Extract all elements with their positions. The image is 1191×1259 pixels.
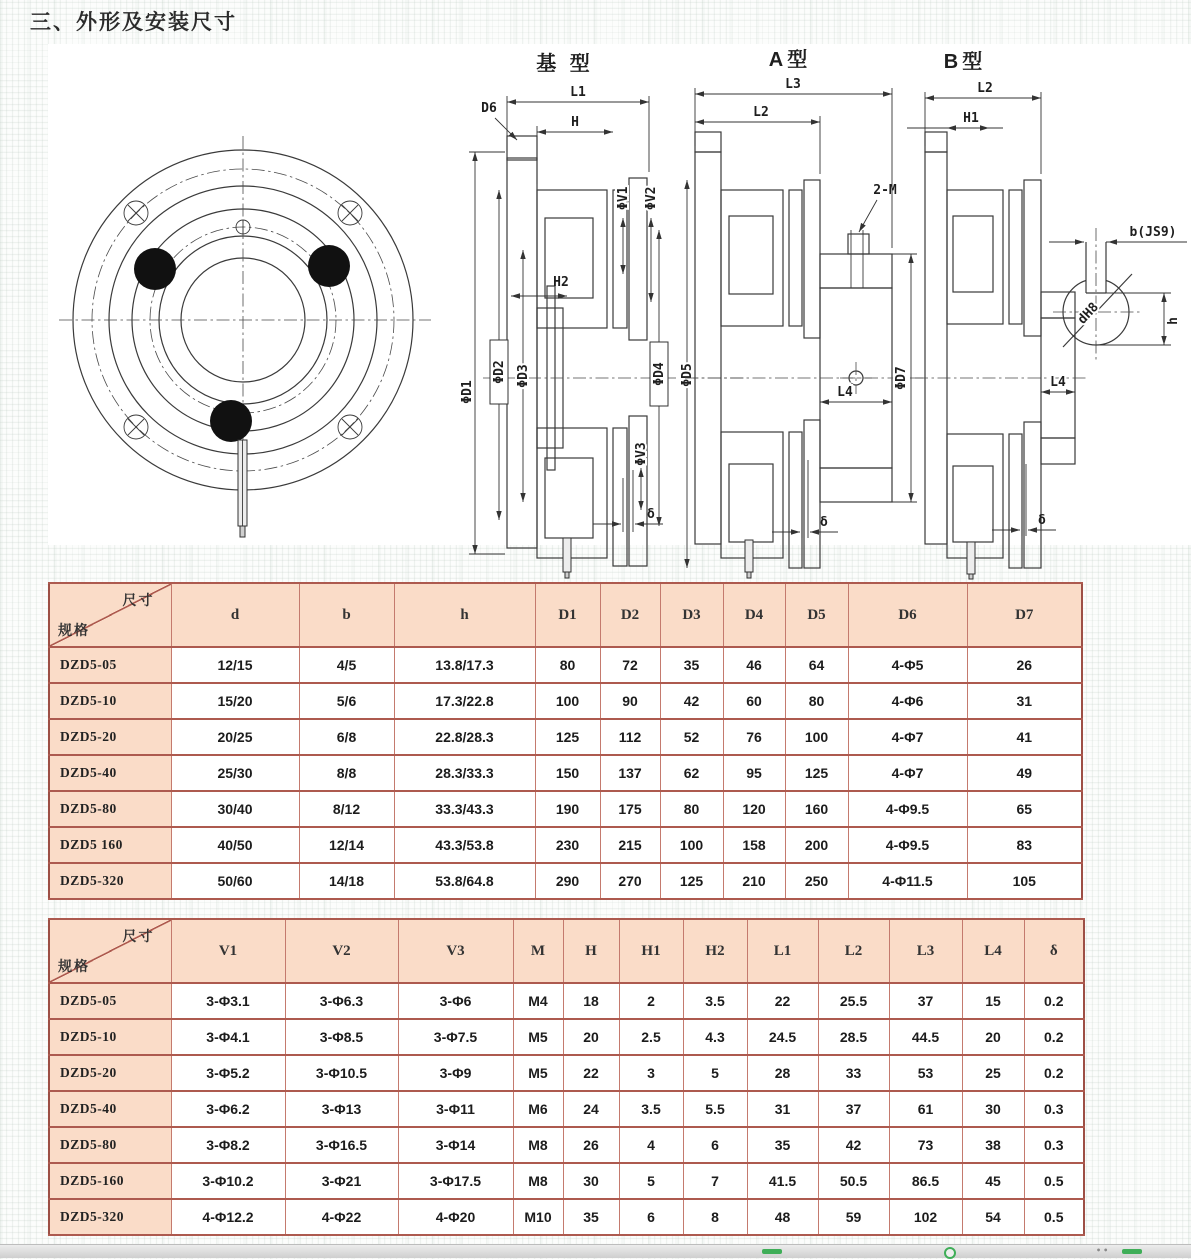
column-header: δ [1024, 919, 1084, 983]
dimension-value: 3-Φ6 [398, 983, 513, 1019]
dimension-value: 3-Φ11 [398, 1091, 513, 1127]
dimension-value: 25 [962, 1055, 1024, 1091]
dimension-value: 37 [889, 983, 962, 1019]
dimension-value: 3-Φ16.5 [285, 1127, 398, 1163]
dimension-value: 60 [723, 683, 785, 719]
row-model-label: DZD5-80 [49, 1127, 171, 1163]
dimension-value: 215 [600, 827, 660, 863]
dim-label-l4a: L4 [837, 385, 853, 400]
dimensions-table-2 [48, 918, 1085, 1236]
dimension-value: 40/50 [171, 827, 299, 863]
dimension-value: 12/14 [299, 827, 394, 863]
table-row [49, 863, 1082, 899]
gray-dots-icon: •• [1096, 1246, 1111, 1255]
dimension-value: M8 [513, 1163, 563, 1199]
dimension-value: 72 [600, 647, 660, 683]
dimension-value: 4-Φ7 [848, 755, 967, 791]
dimension-value: 270 [600, 863, 660, 899]
dimension-value: 105 [967, 863, 1082, 899]
dimension-value: 125 [660, 863, 723, 899]
dimension-value: 17.3/22.8 [394, 683, 535, 719]
dimension-value: 6 [619, 1199, 683, 1235]
dimension-value: 80 [785, 683, 848, 719]
row-model-label: DZD5-160 [49, 1163, 171, 1199]
dimension-value: 38 [962, 1127, 1024, 1163]
dim-label-l2b: L2 [977, 81, 993, 96]
dimension-value: 22 [747, 983, 818, 1019]
dimension-value: 0.3 [1024, 1091, 1084, 1127]
lead-wire [563, 538, 571, 578]
dim-label-d4: ΦD4 [652, 362, 667, 386]
dimension-value: 43.3/53.8 [394, 827, 535, 863]
dimension-value: 54 [962, 1199, 1024, 1235]
dimension-value: 8 [683, 1199, 747, 1235]
dimension-value: 95 [723, 755, 785, 791]
dimension-value: 37 [818, 1091, 889, 1127]
row-model-label: DZD5-20 [49, 719, 171, 755]
column-header: H1 [619, 919, 683, 983]
dim-label-v2: ΦV2 [644, 186, 659, 210]
dimension-value: 12/15 [171, 647, 299, 683]
dimension-value: 137 [600, 755, 660, 791]
row-model-label: DZD5 160 [49, 827, 171, 863]
table-header-row [49, 919, 1084, 983]
bottom-toolbar-strip [0, 1244, 1191, 1258]
dimension-value: 3.5 [683, 983, 747, 1019]
row-model-label: DZD5-10 [49, 1019, 171, 1055]
dim-label-hshaft: h [1166, 317, 1181, 325]
column-header: L2 [818, 919, 889, 983]
dim-label-dshaft: dH8 [1074, 299, 1102, 328]
variant-title-b: B型 [943, 51, 987, 73]
dimension-value: 4-Φ22 [285, 1199, 398, 1235]
dimension-value: 100 [785, 719, 848, 755]
dimension-value: 62 [660, 755, 723, 791]
dimension-value: 30/40 [171, 791, 299, 827]
dimension-value: 3-Φ17.5 [398, 1163, 513, 1199]
table-row [49, 1163, 1084, 1199]
dimension-value: 26 [563, 1127, 619, 1163]
dim-label-d1: ΦD1 [460, 380, 475, 404]
column-header: H2 [683, 919, 747, 983]
column-header: D7 [967, 583, 1082, 647]
dimension-value: 8/12 [299, 791, 394, 827]
dimension-value: 4-Φ9.5 [848, 827, 967, 863]
dimension-value: 3 [619, 1055, 683, 1091]
dimension-value: 102 [889, 1199, 962, 1235]
dimension-value: 3-Φ9 [398, 1055, 513, 1091]
column-header: V2 [285, 919, 398, 983]
dimension-value: M5 [513, 1055, 563, 1091]
variant-title-base: 基 型 [536, 53, 594, 75]
dimension-value: 26 [967, 647, 1082, 683]
table-row [49, 1199, 1084, 1235]
dim-label-d6: D6 [481, 101, 497, 116]
dimension-value: 4-Φ7 [848, 719, 967, 755]
dimension-value: 4-Φ11.5 [848, 863, 967, 899]
lead-wire [967, 542, 975, 579]
dimensions-table-1 [48, 582, 1083, 900]
dimension-value: 3-Φ10.2 [171, 1163, 285, 1199]
table-row [49, 719, 1082, 755]
column-header: L1 [747, 919, 818, 983]
dim-label-delta-base: δ [647, 507, 655, 522]
dim-label-d7: ΦD7 [894, 366, 909, 390]
dim-label-l3: L3 [785, 77, 801, 92]
dimension-value: M8 [513, 1127, 563, 1163]
row-model-label: DZD5-320 [49, 1199, 171, 1235]
dimension-value: 52 [660, 719, 723, 755]
dimension-value: 4-Φ5 [848, 647, 967, 683]
dimension-value: 0.2 [1024, 1019, 1084, 1055]
shaft-detail-view [1049, 225, 1187, 360]
column-header: V3 [398, 919, 513, 983]
dim-label-v3: ΦV3 [634, 442, 649, 466]
dimension-value: 6 [683, 1127, 747, 1163]
column-header: D2 [600, 583, 660, 647]
column-header: d [171, 583, 299, 647]
dimension-value: 5.5 [683, 1091, 747, 1127]
dimension-value: 20/25 [171, 719, 299, 755]
table-row [49, 1127, 1084, 1163]
dimension-value: 90 [600, 683, 660, 719]
dimension-value: 3-Φ4.1 [171, 1019, 285, 1055]
dimension-value: 41 [967, 719, 1082, 755]
dimension-value: 64 [785, 647, 848, 683]
dim-label-v1: ΦV1 [616, 186, 631, 210]
dimension-value: 5/6 [299, 683, 394, 719]
column-header: L3 [889, 919, 962, 983]
row-model-label: DZD5-20 [49, 1055, 171, 1091]
corner-cell [49, 583, 171, 647]
dimension-value: M10 [513, 1199, 563, 1235]
dimension-value: 14/18 [299, 863, 394, 899]
column-header: D4 [723, 583, 785, 647]
dim-label-d2: ΦD2 [492, 360, 507, 384]
dimension-value: 0.2 [1024, 1055, 1084, 1091]
dimension-value: 0.3 [1024, 1127, 1084, 1163]
dimension-value: 175 [600, 791, 660, 827]
dimension-value: 7 [683, 1163, 747, 1199]
pad-dot [210, 400, 252, 442]
lead-wire [238, 440, 247, 537]
dimension-value: 4 [619, 1127, 683, 1163]
dimension-value: 76 [723, 719, 785, 755]
row-model-label: DZD5-10 [49, 683, 171, 719]
pad-dot [134, 248, 176, 290]
dimension-value: 35 [747, 1127, 818, 1163]
dimension-value: 2 [619, 983, 683, 1019]
dimension-value: 3-Φ7.5 [398, 1019, 513, 1055]
table-row [49, 683, 1082, 719]
dimension-value: 120 [723, 791, 785, 827]
a-type-view [685, 47, 925, 578]
dimension-value: 250 [785, 863, 848, 899]
table-row [49, 1091, 1084, 1127]
table-row [49, 1055, 1084, 1091]
dimension-value: 41.5 [747, 1163, 818, 1199]
column-header: b [299, 583, 394, 647]
dimension-value: 44.5 [889, 1019, 962, 1055]
column-header: D1 [535, 583, 600, 647]
dimension-value: 210 [723, 863, 785, 899]
dimension-value: 0.2 [1024, 983, 1084, 1019]
row-model-label: DZD5-40 [49, 1091, 171, 1127]
dimension-value: 28.3/33.3 [394, 755, 535, 791]
dimension-value: 20 [563, 1019, 619, 1055]
column-header: D3 [660, 583, 723, 647]
table-row [49, 983, 1084, 1019]
dimension-value: 4-Φ20 [398, 1199, 513, 1235]
dimension-value: 3-Φ13 [285, 1091, 398, 1127]
dimension-value: 2.5 [619, 1019, 683, 1055]
column-header: M [513, 919, 563, 983]
dimension-value: 3-Φ3.1 [171, 983, 285, 1019]
table-row [49, 647, 1082, 683]
dimension-value: 100 [535, 683, 600, 719]
base-type-view [460, 51, 745, 578]
dimension-value: 35 [660, 647, 723, 683]
dimension-value: 45 [962, 1163, 1024, 1199]
dimension-value: 200 [785, 827, 848, 863]
dimension-value: 158 [723, 827, 785, 863]
dimension-value: 80 [535, 647, 600, 683]
dimension-value: M6 [513, 1091, 563, 1127]
dimension-value: 4/5 [299, 647, 394, 683]
green-dash-icon [762, 1249, 782, 1254]
dimension-value: 31 [747, 1091, 818, 1127]
dim-label-d5: ΦD5 [680, 363, 695, 387]
lead-wire [745, 540, 753, 578]
dim-label-delta-b: δ [1038, 513, 1046, 528]
dimension-value: 3-Φ6.2 [171, 1091, 285, 1127]
dimension-value: 4-Φ12.2 [171, 1199, 285, 1235]
dimension-value: 3-Φ8.5 [285, 1019, 398, 1055]
column-header: D6 [848, 583, 967, 647]
dimension-value: 24.5 [747, 1019, 818, 1055]
dimension-value: 22.8/28.3 [394, 719, 535, 755]
table-header-row [49, 583, 1082, 647]
b-type-view [907, 49, 1089, 579]
dimension-value: 42 [818, 1127, 889, 1163]
green-ring-icon [944, 1247, 956, 1259]
dim-label-bkey: b(JS9) [1129, 225, 1177, 240]
dimension-value: 15/20 [171, 683, 299, 719]
row-model-label: DZD5-05 [49, 983, 171, 1019]
dimension-value: 3-Φ21 [285, 1163, 398, 1199]
dimension-value: 3.5 [619, 1091, 683, 1127]
dimension-value: 83 [967, 827, 1082, 863]
table-row [49, 827, 1082, 863]
dimension-value: 20 [962, 1019, 1024, 1055]
dimension-value: 80 [660, 791, 723, 827]
dimension-value: 28 [747, 1055, 818, 1091]
column-header: h [394, 583, 535, 647]
dimension-value: 30 [563, 1163, 619, 1199]
dimension-value: 59 [818, 1199, 889, 1235]
dim-label-l4b: L4 [1050, 375, 1066, 390]
dimension-value: 290 [535, 863, 600, 899]
dimension-value: 4-Φ6 [848, 683, 967, 719]
dimension-value: M5 [513, 1019, 563, 1055]
dimension-value: 18 [563, 983, 619, 1019]
column-header: H [563, 919, 619, 983]
dimension-value: 5 [683, 1055, 747, 1091]
corner-label-size: 尺寸 [122, 928, 155, 944]
dimension-value: 53 [889, 1055, 962, 1091]
row-model-label: DZD5-320 [49, 863, 171, 899]
corner-label-size: 尺寸 [122, 592, 155, 608]
dimension-value: 0.5 [1024, 1199, 1084, 1235]
dim-label-l1: L1 [570, 85, 586, 100]
dimension-value: 3-Φ14 [398, 1127, 513, 1163]
page-title: 三、外形及安装尺寸 [30, 11, 237, 34]
dim-label-l2a: L2 [753, 105, 769, 120]
dimension-value: 125 [785, 755, 848, 791]
dimension-value: 28.5 [818, 1019, 889, 1055]
column-header: D5 [785, 583, 848, 647]
dimension-value: 190 [535, 791, 600, 827]
pad-dot [308, 245, 350, 287]
dimension-value: 125 [535, 719, 600, 755]
dimension-value: 13.8/17.3 [394, 647, 535, 683]
dimension-value: 33 [818, 1055, 889, 1091]
dimension-value: 15 [962, 983, 1024, 1019]
dimension-value: 30 [962, 1091, 1024, 1127]
dimension-value: 4.3 [683, 1019, 747, 1055]
dimension-value: 3-Φ8.2 [171, 1127, 285, 1163]
table-row [49, 755, 1082, 791]
dim-label-h: H [571, 115, 579, 130]
table-row [49, 1019, 1084, 1055]
dimension-value: 230 [535, 827, 600, 863]
corner-cell [49, 919, 171, 983]
front-view [59, 136, 431, 537]
dimension-value: 42 [660, 683, 723, 719]
dimension-value: 50/60 [171, 863, 299, 899]
dimension-value: 53.8/64.8 [394, 863, 535, 899]
dimension-value: 31 [967, 683, 1082, 719]
variant-title-a: A型 [768, 49, 812, 71]
corner-label-spec: 规格 [58, 622, 90, 638]
dimension-value: 50.5 [818, 1163, 889, 1199]
dimension-value: 4-Φ9.5 [848, 791, 967, 827]
dimension-value: 61 [889, 1091, 962, 1127]
column-header: L4 [962, 919, 1024, 983]
dimension-value: 112 [600, 719, 660, 755]
dim-label-2m: 2-M [873, 183, 897, 198]
technical-drawing [45, 40, 1191, 580]
row-model-label: DZD5-05 [49, 647, 171, 683]
green-dash-icon [1122, 1249, 1142, 1254]
dimension-value: 3-Φ5.2 [171, 1055, 285, 1091]
dimension-value: 46 [723, 647, 785, 683]
dimension-value: 150 [535, 755, 600, 791]
dimension-value: 5 [619, 1163, 683, 1199]
dimension-value: 0.5 [1024, 1163, 1084, 1199]
dimension-value: 25/30 [171, 755, 299, 791]
dim-label-delta-a: δ [820, 515, 828, 530]
dimension-value: 100 [660, 827, 723, 863]
dimension-value: 33.3/43.3 [394, 791, 535, 827]
dimension-value: M4 [513, 983, 563, 1019]
dimension-value: 22 [563, 1055, 619, 1091]
dimension-value: 25.5 [818, 983, 889, 1019]
dimension-value: 73 [889, 1127, 962, 1163]
row-model-label: DZD5-40 [49, 755, 171, 791]
row-model-label: DZD5-80 [49, 791, 171, 827]
dimension-value: 49 [967, 755, 1082, 791]
dimension-value: 24 [563, 1091, 619, 1127]
dimension-value: 3-Φ6.3 [285, 983, 398, 1019]
table-row [49, 791, 1082, 827]
dimension-value: 86.5 [889, 1163, 962, 1199]
dimension-value: 3-Φ10.5 [285, 1055, 398, 1091]
dim-label-d3: ΦD3 [516, 364, 531, 388]
dimension-value: 8/8 [299, 755, 394, 791]
column-header: V1 [171, 919, 285, 983]
dimension-value: 35 [563, 1199, 619, 1235]
corner-label-spec: 规格 [58, 958, 90, 974]
dimension-value: 6/8 [299, 719, 394, 755]
dimension-value: 48 [747, 1199, 818, 1235]
dim-label-h2: H2 [553, 275, 569, 290]
dim-label-h1: H1 [963, 111, 979, 126]
dimension-value: 160 [785, 791, 848, 827]
dimension-value: 65 [967, 791, 1082, 827]
